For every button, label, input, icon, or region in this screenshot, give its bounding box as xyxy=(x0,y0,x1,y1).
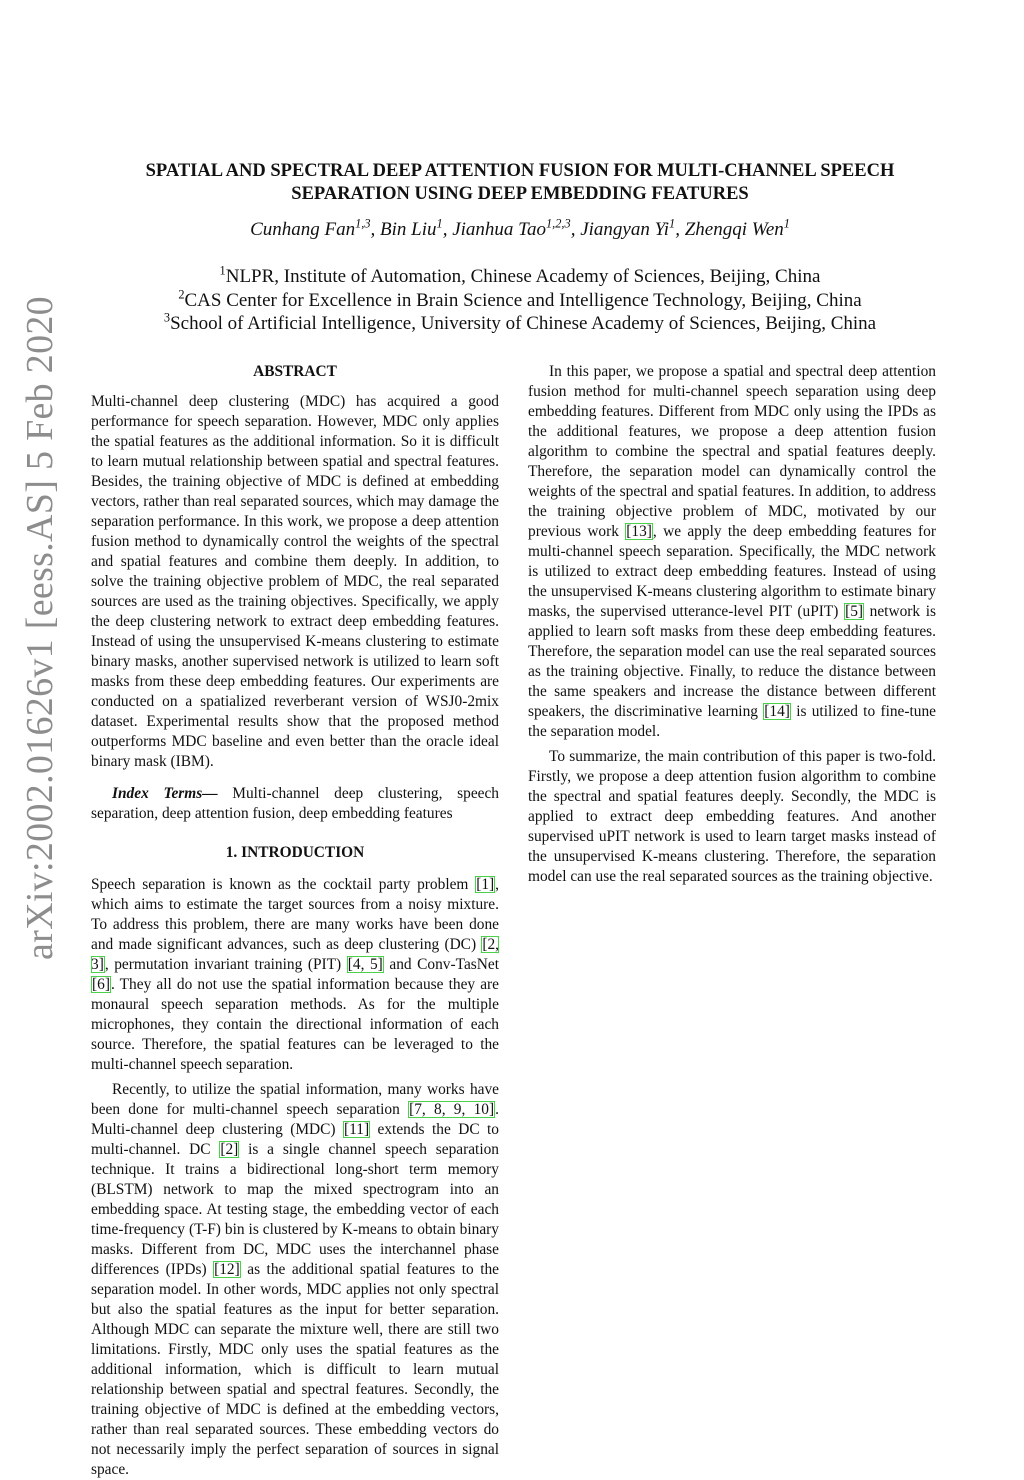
text-run: In this paper, we propose a spatial and spectral deep attention fusion method for multi-channel speech separation using deep embedding features. Different from MDC only using the IPDs as the additional features, we propose a deep attention fusion algorithm to combine the spectral and spatial features deeply. Therefore, the separation model can dynamically control the weights of the spectral and spatial features. In addition, to address the training objective problem of MDC, motivated by our previous work xyxy=(528,363,936,540)
intro-paragraph-2 xyxy=(91,1080,499,1480)
affiliation-3: $^3$School of Artificial Intelligence, University of Chinese Academy of Sciences, Beijing, China xyxy=(163,310,877,334)
author-3: Jianhua Tao$^{1,2,3}$ xyxy=(452,216,571,240)
abstract-text: Multi-channel deep clustering (MDC) has acquired a good performance for speech separation. However, MDC only applies the spatial features as the additional information. So it is difficult to learn mutual relationship between spatial and spectral features. Besides, the training objective of MDC is defined at embedding vectors, rather than real separated sources, which may damage the separation performance. In this work, we propose a deep attention fusion method to dynamically control the weights of the spectral and spatial features and combine them deeply. In addition, to solve the training objective problem of MDC, the real separated sources are used as the training objectives. Specifically, we apply the deep clustering network to extract deep embedding features. Instead of using the unsupervised K-means clustering to estimate binary masks, another supervised network is utilized to learn soft masks from these deep embedding features. Our experiments are conducted on a spatialized reverberant version of WSJ0-2mix dataset. Experimental results show that the proposed method outperforms MDC baseline and even better than the oracle ideal binary mask (IBM). xyxy=(91,393,499,770)
citation-link[interactable]: [11] xyxy=(344,1121,370,1138)
intro-paragraph-4: To summarize, the main contribution of this paper is two-fold. Firstly, we propose a deep attention fusion algorithm to combine the spectral and spatial features deeply. Secondly, the MDC is applied to extract deep embedding features. And another supervised uPIT network is used to learn target masks instead of the unsupervised K-means clustering. Therefore, the separation model can use the real separated sources as the training objective. xyxy=(528,748,936,885)
arxiv-identifier: arXiv:2002.01626v1 [eess.AS] 5 Feb 2020 xyxy=(19,296,61,960)
introduction-heading: 1. INTRODUCTION xyxy=(225,844,365,861)
index-terms-label: Index Terms— xyxy=(112,785,218,802)
title-line-2: SEPARATION USING DEEP EMBEDDING FEATURES xyxy=(291,184,749,204)
author-2: Bin Liu$^1$ xyxy=(380,216,443,240)
text-run: . They all do not use the spatial information because they are monaural speech separation methods. As for the multiple microphones, they contain the directional information of each source. Therefore, the spatial features can be leveraged to the multi-channel speech separation. xyxy=(91,976,499,1073)
title-line-1: SPATIAL AND SPECTRAL DEEP ATTENTION FUSION FOR MULTI-CHANNEL SPEECH xyxy=(145,161,895,181)
citation-link[interactable]: [5] xyxy=(845,603,864,620)
intro-paragraph-3 xyxy=(528,362,936,742)
text-run: as the additional spatial features to the separation model. In other words, MDC applies not only spectral but also the spatial features as the input for better separation. Although MDC can separate the mixture well, there are still two limitations. Firstly, MDC only uses the spatial features as the additional information, which is difficult to learn mutual relationship between spatial and spectral features. Secondly, the training objective of MDC is defined at the embedding vectors, rather than real separated sources. These embedding vectors do not necessarily imply the perfect separation of sources in signal space. xyxy=(91,1261,499,1478)
text-run: and Conv-TasNet xyxy=(383,956,499,973)
index-terms xyxy=(91,784,499,824)
text-run: Recently, to utilize the spatial information, many works have been done for multi-channel speech separation xyxy=(91,1081,499,1118)
affiliations xyxy=(60,265,980,336)
citation-link[interactable]: [1] xyxy=(476,876,495,893)
citation-link[interactable]: [2, 3] xyxy=(91,936,499,973)
text-run: , permutation invariant training (PIT) xyxy=(104,956,347,973)
author-1: Cunhang Fan$^{1,3}$ xyxy=(250,216,371,240)
text-run: is utilized to fine-tune the separation model. xyxy=(528,703,936,740)
text-run: , we apply the deep embedding features for multi-channel speech separation. Specifically, the MDC network is utilized to extract deep embedding features. Instead of using the unsupervised K-means clustering algorithm to estimate binary masks, the supervised utterance-level PIT (uPIT) xyxy=(528,523,936,620)
citation-link[interactable]: [7, 8, 9, 10] xyxy=(409,1101,495,1118)
text-run: Speech separation is known as the cocktail party problem xyxy=(91,876,476,893)
citation-link[interactable]: [2] xyxy=(220,1141,239,1158)
text-run: network is applied to learn soft masks from these deep embedding features. Therefore, the separation model can use the real separated sources as the training objective. Finally, to reduce the distance between the same speakers and increase the distance between different speakers, the discriminative learning xyxy=(528,603,936,720)
text-run: . Multi-channel deep clustering (MDC) xyxy=(91,1101,499,1138)
author-list: Cunhang Fan$^{1,3}$, Bin Liu$^1$, Jianhua Tao$^{1,2,3}$, Jiangyan Yi$^1$, Zhengqi Wen$^1$ xyxy=(250,216,790,240)
paper-title xyxy=(60,160,980,206)
author-4: Jiangyan Yi$^1$ xyxy=(580,216,676,240)
citation-link[interactable]: [4, 5] xyxy=(347,956,383,973)
index-terms-text: Multi-channel deep clustering, speech separation, deep attention fusion, deep embedding features xyxy=(91,785,500,822)
affiliation-2: $^2$CAS Center for Excellence in Brain Science and Intelligence Technology, Beijing, China xyxy=(178,287,862,311)
citation-link[interactable]: [14] xyxy=(764,703,790,720)
text-run: , which aims to estimate the target sources from a noisy mixture. To address this problem, there are many works have been done and made significant advances, such as deep clustering (DC) xyxy=(91,876,499,953)
abstract-heading: ABSTRACT xyxy=(253,363,337,380)
text-run: extends the DC to multi-channel. DC xyxy=(91,1121,499,1158)
citation-link[interactable]: [6] xyxy=(92,976,110,993)
affiliation-1: $^1$NLPR, Institute of Automation, Chinese Academy of Sciences, Beijing, China xyxy=(219,263,821,287)
intro-paragraph-1 xyxy=(91,875,499,1075)
text-run: is a single channel speech separation technique. It trains a bidirectional long-short term memory (BLSTM) network to map the mixed spectrogram into an embedding space. At testing stage, the embedding vector of each time-frequency (T-F) bin is clustered by K-means to obtain binary masks. Different from DC, MDC uses the interchannel phase differences (IPDs) xyxy=(91,1141,499,1278)
author-5: Zhengqi Wen$^1$ xyxy=(684,216,790,240)
citation-link[interactable]: [12] xyxy=(214,1261,240,1278)
citation-link[interactable]: [13] xyxy=(626,523,652,540)
right-column xyxy=(528,362,936,887)
left-column xyxy=(91,362,499,1480)
